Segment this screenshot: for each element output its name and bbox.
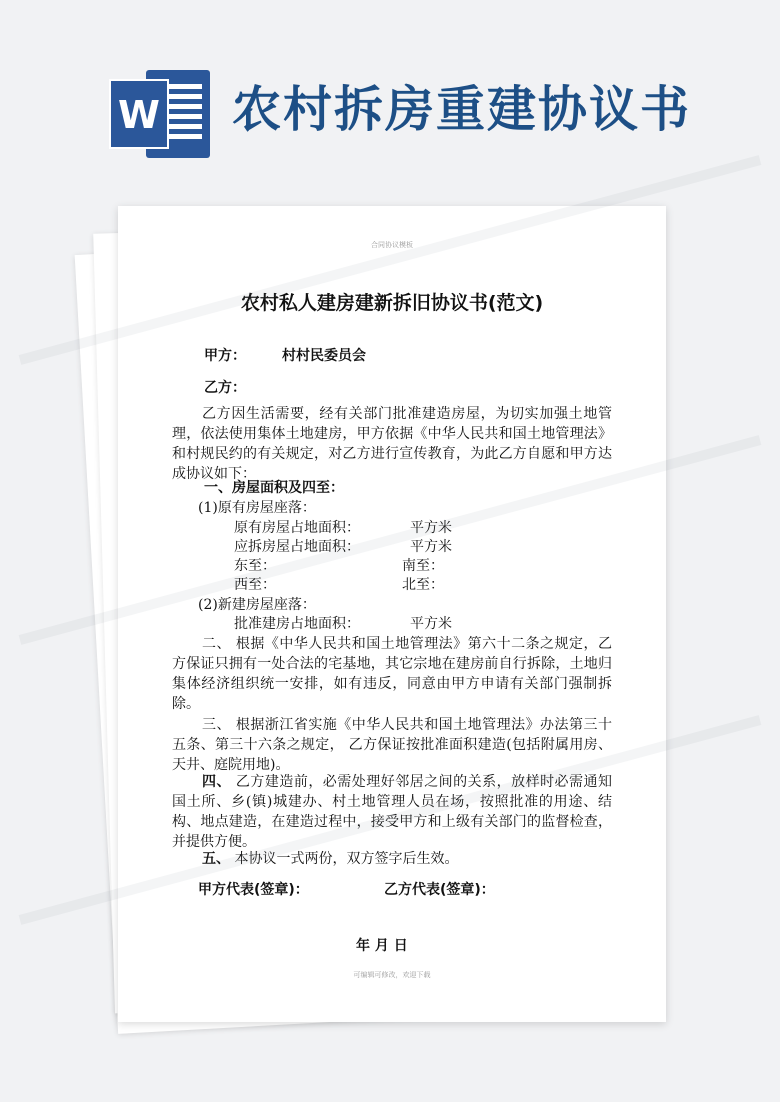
party-a-value: 村村民委员会 (282, 348, 366, 364)
approved-area-label: 批准建房占地面积： (234, 616, 360, 632)
party-b-label: 乙方： (204, 380, 246, 396)
south-boundary: 南至： (402, 558, 444, 574)
approved-area-unit: 平方米 (410, 616, 452, 632)
west-boundary: 西至： (234, 577, 276, 593)
original-area-unit: 平方米 (410, 520, 452, 536)
section-3-paragraph: 三、 根据浙江省实施《中华人民共和国土地管理法》办法第三十五条、第三十六条之规定， 乙方保证按批准面积建造(包括附属用房、天井、庭院用地)。 (172, 717, 612, 773)
subsection-original-location: (1)原有房屋座落： (198, 500, 316, 516)
section-4-number: 四、 (202, 774, 231, 790)
document-title: 农村私人建房建新拆旧协议书(范文) (240, 292, 544, 314)
north-boundary: 北至： (402, 577, 444, 593)
demolish-area-label: 应拆房屋占地面积： (234, 539, 360, 555)
subsection-new-location: (2)新建房屋座落： (198, 597, 316, 613)
east-boundary: 东至： (234, 558, 276, 574)
section-5-text: 本协议一式两份，双方签字后生效。 (234, 851, 459, 867)
party-a-label: 甲方： (204, 348, 246, 364)
footer-note: 可编辑可修改，欢迎下载 (353, 971, 431, 979)
signature-party-b: 乙方代表(签章)： (384, 882, 495, 898)
banner-title: 农村拆房重建协议书 (232, 81, 692, 138)
intro-paragraph: 乙方因生活需要，经有关部门批准建造房屋，为切实加强土地管理，依法使用集体土地建房，甲方依据《中华人民共和国土地管理法》和村规民约的有关规定，对乙方进行宣传教育，为此乙方自愿和甲方达成协议如下： (172, 406, 612, 482)
section-5-number: 五、 (202, 851, 230, 867)
header-note: 合同协议模板 (371, 241, 413, 249)
signature-date: 年 月 日 (356, 938, 408, 954)
section-4-text: 乙方建造前，必需处理好邻居之间的关系，放样时必需通知国土所、乡(镇)城建办、村土地管理人员在场，按照批准的用途、结构、地点建造，在建造过程中，接受甲方和上级有关部门的监督检查，并提供方便。 (172, 774, 613, 850)
demolish-area-unit: 平方米 (410, 539, 452, 555)
section-2-paragraph: 二、 根据《中华人民共和国土地管理法》第六十二条之规定，乙方保证只拥有一处合法的宅基地，其它宗地在建房前自行拆除，土地归集体经济组织统一安排，如有违反，同意由甲方申请有关部门强制拆除。 (172, 636, 612, 712)
original-area-label: 原有房屋占地面积： (234, 520, 360, 536)
word-logo-letter: W (118, 93, 160, 137)
signature-party-a: 甲方代表(签章)： (198, 882, 309, 898)
section-1-heading: 一、房屋面积及四至： (204, 480, 344, 496)
